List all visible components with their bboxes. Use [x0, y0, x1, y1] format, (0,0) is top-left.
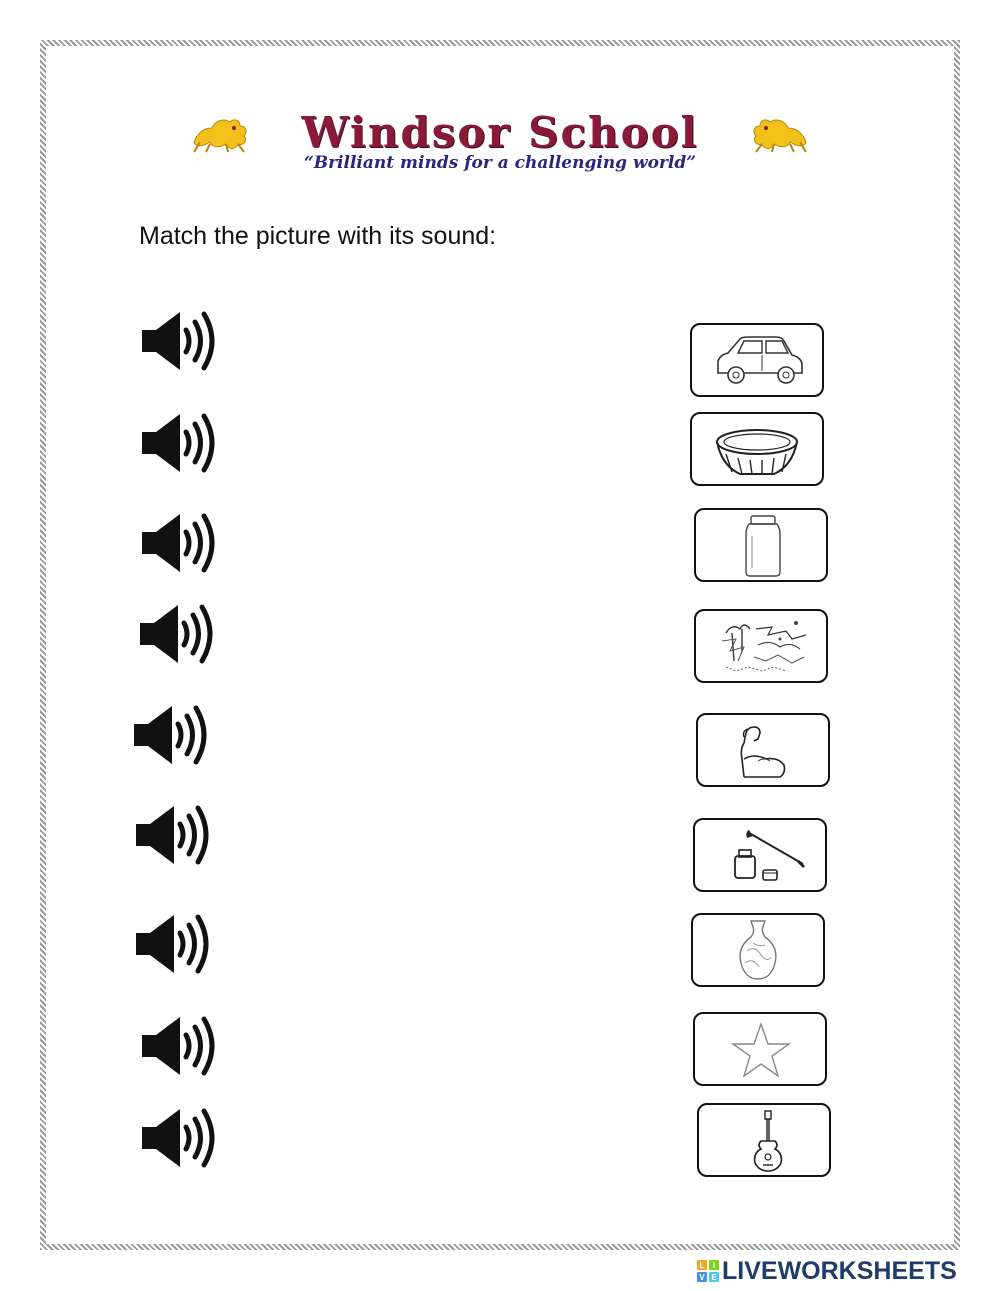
- picture-card-park[interactable]: [694, 609, 828, 683]
- brand-logo-icon: [697, 1260, 719, 1282]
- speaker-icon[interactable]: [140, 1015, 220, 1077]
- picture-card-star[interactable]: [693, 1012, 827, 1086]
- picture-card-vase[interactable]: [691, 913, 825, 987]
- paint-brush-icon: [695, 820, 825, 890]
- school-header: [190, 108, 810, 178]
- lion-crest-icon: [190, 112, 250, 154]
- car-icon: [692, 325, 822, 395]
- brand-letter: L: [697, 1260, 707, 1270]
- speaker-icon[interactable]: [140, 412, 220, 474]
- picture-card-car[interactable]: [690, 323, 824, 397]
- school-motto: “Brilliant minds for a challenging world”: [303, 153, 697, 173]
- picture-card-arm[interactable]: [696, 713, 830, 787]
- speaker-icon[interactable]: [132, 704, 212, 766]
- speaker-icon[interactable]: [140, 310, 220, 372]
- liveworksheets-brand: [697, 1256, 957, 1286]
- school-name: Windsor School: [301, 108, 699, 157]
- instruction-text: Match the picture with its sound:: [139, 222, 497, 250]
- speaker-icon[interactable]: [134, 913, 214, 975]
- brand-letter: I: [709, 1260, 719, 1270]
- jar-icon: [696, 510, 826, 580]
- park-scene-icon: [696, 611, 826, 681]
- arm-muscle-icon: [698, 715, 828, 785]
- picture-card-paint[interactable]: [693, 818, 827, 892]
- brand-text: LIVEWORKSHEETS: [722, 1256, 957, 1285]
- picture-card-guitar[interactable]: [697, 1103, 831, 1177]
- speaker-icon[interactable]: [134, 804, 214, 866]
- vase-icon: [693, 915, 823, 985]
- pie-icon: [692, 414, 822, 484]
- brand-letter: E: [709, 1272, 719, 1282]
- picture-card-jar[interactable]: [694, 508, 828, 582]
- speaker-icon[interactable]: [140, 1107, 220, 1169]
- guitar-icon: [699, 1105, 829, 1175]
- speaker-icon[interactable]: [138, 603, 218, 665]
- brand-letter: V: [697, 1272, 707, 1282]
- lion-crest-icon: [750, 112, 810, 154]
- star-icon: [695, 1014, 825, 1084]
- picture-card-pie[interactable]: [690, 412, 824, 486]
- speaker-icon[interactable]: [140, 512, 220, 574]
